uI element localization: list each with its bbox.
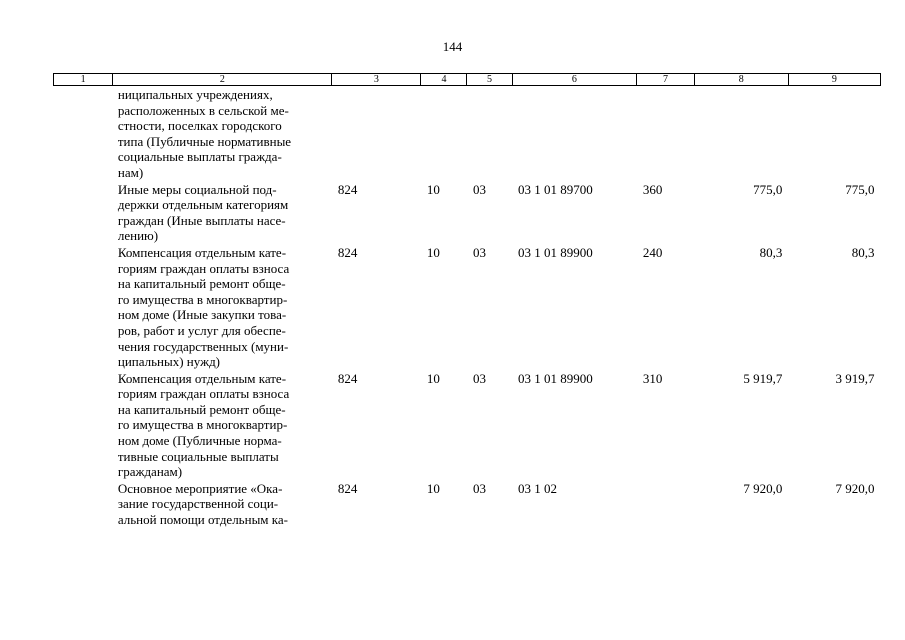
row-section-code [421,86,467,181]
row-blank-cell [54,86,113,181]
row-target-article: 03 1 01 89900 [518,244,593,260]
description-line: держки отдельным категориям [117,197,289,213]
description-line: гориям граждан оплаты взноса [117,260,290,276]
description-line: на капитальный ремонт обще- [117,401,286,417]
row-sum-1: 5 919,7 [743,370,783,386]
description-line: Компенсация отдельным кате- [117,244,287,260]
description-line: социальные выплаты гражда- [117,149,282,165]
row-section-code: 10 [426,181,440,197]
column-header: 3 [332,74,421,86]
row-sum-1 [694,86,788,181]
description-line: чения государственных (муни- [117,338,289,354]
row-sum-2: 80,3 [851,244,875,260]
row-description [113,244,332,370]
row-subsection-code: 03 [472,181,486,197]
row-section-code: 10 [426,244,440,260]
description-line: Основное мероприятие «Ока- [117,480,283,496]
row-subsection-code: 03 [472,480,486,496]
row-blank-cell [54,480,113,528]
row-sum-1: 80,3 [759,244,783,260]
row-ministry-code [332,86,421,181]
description-line: гражданам) [117,464,183,480]
page-number: 144 [442,39,463,54]
description-line: лению) [117,228,159,244]
description-line: го имущества в многоквартир- [117,291,288,307]
description-line: Иные меры социальной под- [117,181,277,197]
row-description [113,370,332,480]
row-ministry-code: 824 [337,480,358,496]
description-line: расположенных в сельской ме- [117,102,289,118]
description-line: Компенсация отдельным кате- [117,370,287,386]
row-sum-2 [788,86,880,181]
description-line: ципальных) нужд) [117,354,221,370]
row-section-code: 10 [426,480,440,496]
row-ministry-code: 824 [337,244,358,260]
column-header: 9 [788,74,880,86]
description-line: граждан (Иные выплаты насе- [117,212,286,228]
row-description [113,181,332,244]
column-header: 5 [467,74,512,86]
row-target-article: 03 1 01 89700 [518,181,593,197]
row-sum-1: 775,0 [753,181,783,197]
description-line: нам) [117,164,144,180]
description-line: тивные социальные выплаты [117,448,279,464]
column-header: 7 [637,74,694,86]
row-expense-type: 310 [642,370,663,386]
description-line: на капитальный ремонт обще- [117,276,286,292]
row-target-article: 03 1 01 89900 [518,370,593,386]
table-row [54,244,881,370]
description-line: типа (Публичные нормативные [117,133,292,149]
description-line: го имущества в многоквартир- [117,417,288,433]
budget-table [53,73,881,528]
table-row [54,480,881,528]
row-blank-cell [54,181,113,244]
description-line: стности, поселках городского [117,118,282,134]
description-line: зание государственной соци- [117,496,279,512]
row-subsection-code: 03 [472,370,486,386]
row-target-article: 03 1 02 [518,480,557,496]
row-sum-2: 3 919,7 [835,370,875,386]
description-line: ном доме (Публичные норма- [117,433,282,449]
row-subsection-code: 03 [472,244,486,260]
column-number-row [54,74,881,86]
column-header: 4 [421,74,467,86]
row-ministry-code: 824 [337,181,358,197]
row-expense-type [637,86,694,181]
row-sum-2: 775,0 [845,181,875,197]
description-line: ров, работ и услуг для обеспе- [117,322,286,338]
row-sum-2: 7 920,0 [835,480,875,496]
row-expense-type [637,480,694,528]
row-subsection-code [467,86,512,181]
table-row [54,181,881,244]
row-section-code: 10 [426,370,440,386]
row-description [113,86,332,181]
row-expense-type: 360 [642,181,663,197]
row-blank-cell [54,370,113,480]
row-description [113,480,332,528]
description-line: альной помощи отдельным ка- [117,512,289,528]
row-expense-type: 240 [642,244,663,260]
description-line: гориям граждан оплаты взноса [117,386,290,402]
column-header: 6 [512,74,637,86]
row-target-article [512,86,637,181]
table-row [54,86,881,181]
column-header: 8 [694,74,788,86]
column-header: 2 [113,74,332,86]
row-blank-cell [54,244,113,370]
row-ministry-code: 824 [337,370,358,386]
description-line: ном доме (Иные закупки това- [117,307,287,323]
column-header: 1 [54,74,113,86]
table-row [54,370,881,480]
description-line: ниципальных учреждениях, [117,87,273,102]
table-body [54,86,881,528]
row-sum-1: 7 920,0 [743,480,783,496]
